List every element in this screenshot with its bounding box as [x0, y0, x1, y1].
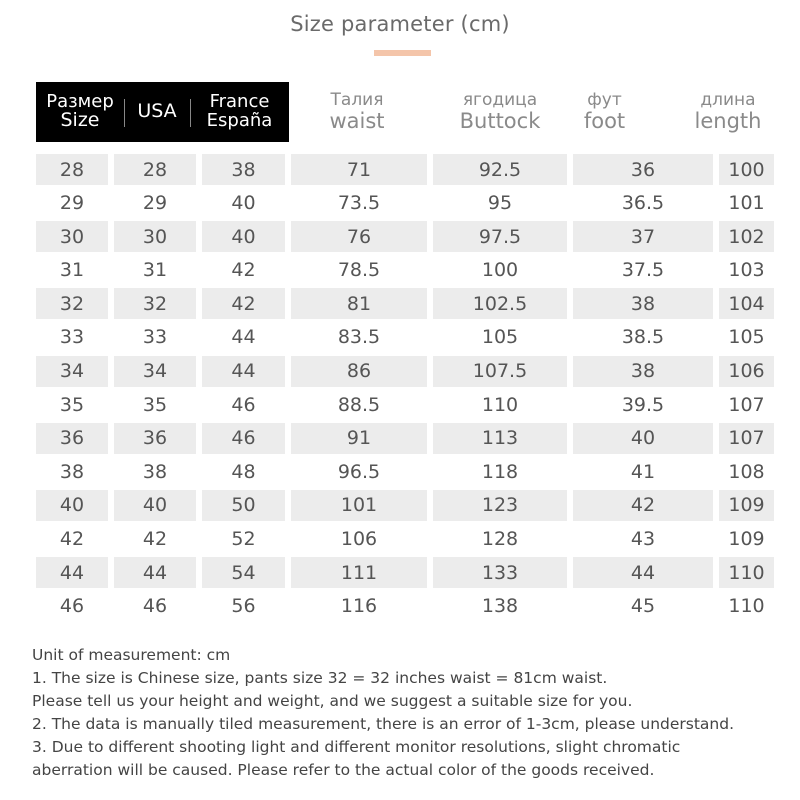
- cell-buttock: 113: [433, 423, 567, 454]
- table-row: [36, 188, 774, 222]
- header-length: длина length: [694, 90, 762, 133]
- cell-usa: 34: [114, 356, 196, 387]
- table-row: [36, 255, 774, 289]
- cell-france: 52: [231, 528, 256, 551]
- header-size: Размер Size: [46, 90, 114, 132]
- cell-buttock: 100: [481, 259, 519, 282]
- title-underline: [374, 50, 431, 56]
- cell-length: 109: [719, 490, 774, 521]
- note-line: 2. The data is manually tiled measurement, there is an error of 1-3cm, please understand.: [32, 715, 735, 733]
- cell-length: 101: [728, 192, 765, 215]
- cell-foot: 41: [630, 460, 656, 483]
- cell-france: 44: [231, 326, 256, 349]
- cell-size: 29: [59, 192, 85, 215]
- cell-buttock: 123: [433, 490, 567, 521]
- cell-foot: 36.5: [621, 192, 665, 215]
- cell-buttock: 110: [481, 393, 519, 416]
- cell-size: 46: [59, 595, 85, 618]
- cell-buttock: 92.5: [433, 154, 567, 185]
- header-buttock: ягодица Buttock: [459, 90, 541, 133]
- cell-buttock: 105: [481, 326, 519, 349]
- cell-length: 106: [719, 356, 774, 387]
- cell-buttock: 133: [433, 557, 567, 588]
- cell-buttock: 102.5: [433, 288, 567, 319]
- cell-foot: 44: [573, 557, 713, 588]
- cell-usa: 46: [142, 595, 168, 618]
- cell-length: 104: [719, 288, 774, 319]
- cell-france: 40: [231, 192, 256, 215]
- cell-foot: 38: [573, 356, 713, 387]
- cell-buttock: 138: [481, 595, 519, 618]
- cell-length: 107: [728, 393, 765, 416]
- cell-foot: 42: [573, 490, 713, 521]
- cell-usa: 36: [114, 423, 196, 454]
- cell-waist: 91: [291, 423, 427, 454]
- table-header: [36, 82, 774, 142]
- cell-size: 44: [36, 557, 108, 588]
- cell-usa: 38: [142, 460, 168, 483]
- cell-france: 46: [231, 393, 256, 416]
- cell-waist: 71: [291, 154, 427, 185]
- table-row: [36, 154, 774, 188]
- cell-size: 30: [36, 221, 108, 252]
- cell-foot: 39.5: [621, 393, 665, 416]
- cell-buttock: 97.5: [433, 221, 567, 252]
- cell-buttock: 118: [481, 460, 519, 483]
- header-france-espana: France España: [206, 91, 273, 131]
- cell-foot: 43: [630, 528, 656, 551]
- table-row: [36, 490, 774, 524]
- cell-length: 107: [719, 423, 774, 454]
- cell-france: 40: [202, 221, 285, 252]
- cell-foot: 36: [573, 154, 713, 185]
- table-row: [36, 322, 774, 356]
- notes: [32, 644, 782, 782]
- cell-size: 32: [36, 288, 108, 319]
- cell-foot: 38: [573, 288, 713, 319]
- cell-usa: 42: [142, 528, 168, 551]
- cell-waist: 78.5: [337, 259, 381, 282]
- size-table-body: [36, 154, 774, 624]
- cell-france: 46: [202, 423, 285, 454]
- cell-size: 36: [36, 423, 108, 454]
- cell-france: 38: [202, 154, 285, 185]
- cell-usa: 44: [114, 557, 196, 588]
- cell-usa: 35: [142, 393, 168, 416]
- cell-length: 110: [728, 595, 765, 618]
- header-waist: Талия waist: [329, 90, 385, 133]
- cell-waist: 88.5: [337, 393, 381, 416]
- cell-buttock: 95: [487, 192, 513, 215]
- cell-length: 100: [719, 154, 774, 185]
- cell-size: 31: [59, 259, 85, 282]
- cell-foot: 40: [573, 423, 713, 454]
- table-row: [36, 288, 774, 322]
- cell-waist: 111: [291, 557, 427, 588]
- cell-france: 54: [202, 557, 285, 588]
- cell-foot: 38.5: [621, 326, 665, 349]
- header-usa: USA: [137, 100, 177, 123]
- cell-size: 34: [36, 356, 108, 387]
- cell-waist: 76: [291, 221, 427, 252]
- cell-foot: 45: [630, 595, 656, 618]
- table-row: [36, 389, 774, 423]
- cell-waist: 101: [291, 490, 427, 521]
- cell-waist: 73.5: [337, 192, 381, 215]
- table-row: [36, 423, 774, 457]
- cell-waist: 116: [340, 595, 378, 618]
- cell-france: 42: [202, 288, 285, 319]
- cell-length: 105: [728, 326, 765, 349]
- note-line: Please tell us your height and weight, and we suggest a suitable size for you.: [32, 692, 633, 710]
- cell-usa: 28: [114, 154, 196, 185]
- cell-usa: 29: [142, 192, 168, 215]
- cell-length: 109: [728, 528, 765, 551]
- cell-france: 48: [231, 460, 256, 483]
- cell-length: 110: [719, 557, 774, 588]
- cell-size: 40: [36, 490, 108, 521]
- cell-length: 102: [719, 221, 774, 252]
- table-row: [36, 456, 774, 490]
- cell-length: 108: [728, 460, 765, 483]
- table-row: [36, 221, 774, 255]
- cell-usa: 40: [114, 490, 196, 521]
- cell-length: 103: [728, 259, 765, 282]
- note-line: 3. Due to different shooting light and different monitor resolutions, slight chromatic: [32, 738, 681, 756]
- note-line: Unit of measurement: cm: [32, 646, 231, 664]
- cell-waist: 96.5: [337, 460, 381, 483]
- cell-usa: 31: [142, 259, 168, 282]
- header-foot: фут foot: [583, 90, 626, 133]
- cell-usa: 33: [142, 326, 168, 349]
- note-line: 1. The size is Chinese size, pants size 32 = 32 inches waist = 81cm waist.: [32, 669, 608, 687]
- cell-waist: 81: [291, 288, 427, 319]
- cell-usa: 32: [114, 288, 196, 319]
- cell-waist: 83.5: [337, 326, 381, 349]
- cell-size: 28: [36, 154, 108, 185]
- table-row: [36, 524, 774, 558]
- cell-waist: 106: [340, 528, 378, 551]
- cell-france: 42: [231, 259, 256, 282]
- cell-foot: 37.5: [621, 259, 665, 282]
- cell-france: 44: [202, 356, 285, 387]
- page-title: Size parameter (cm): [290, 12, 510, 36]
- note-line: aberration will be caused. Please refer to the actual color of the goods received.: [32, 761, 655, 779]
- cell-buttock: 128: [481, 528, 519, 551]
- cell-waist: 86: [291, 356, 427, 387]
- cell-france: 56: [231, 595, 256, 618]
- cell-size: 33: [59, 326, 85, 349]
- cell-france: 50: [202, 490, 285, 521]
- cell-usa: 30: [114, 221, 196, 252]
- cell-buttock: 107.5: [433, 356, 567, 387]
- cell-foot: 37: [573, 221, 713, 252]
- cell-size: 38: [59, 460, 85, 483]
- table-row: [36, 591, 774, 625]
- table-row: [36, 557, 774, 591]
- cell-size: 35: [59, 393, 85, 416]
- table-row: [36, 356, 774, 390]
- cell-size: 42: [59, 528, 85, 551]
